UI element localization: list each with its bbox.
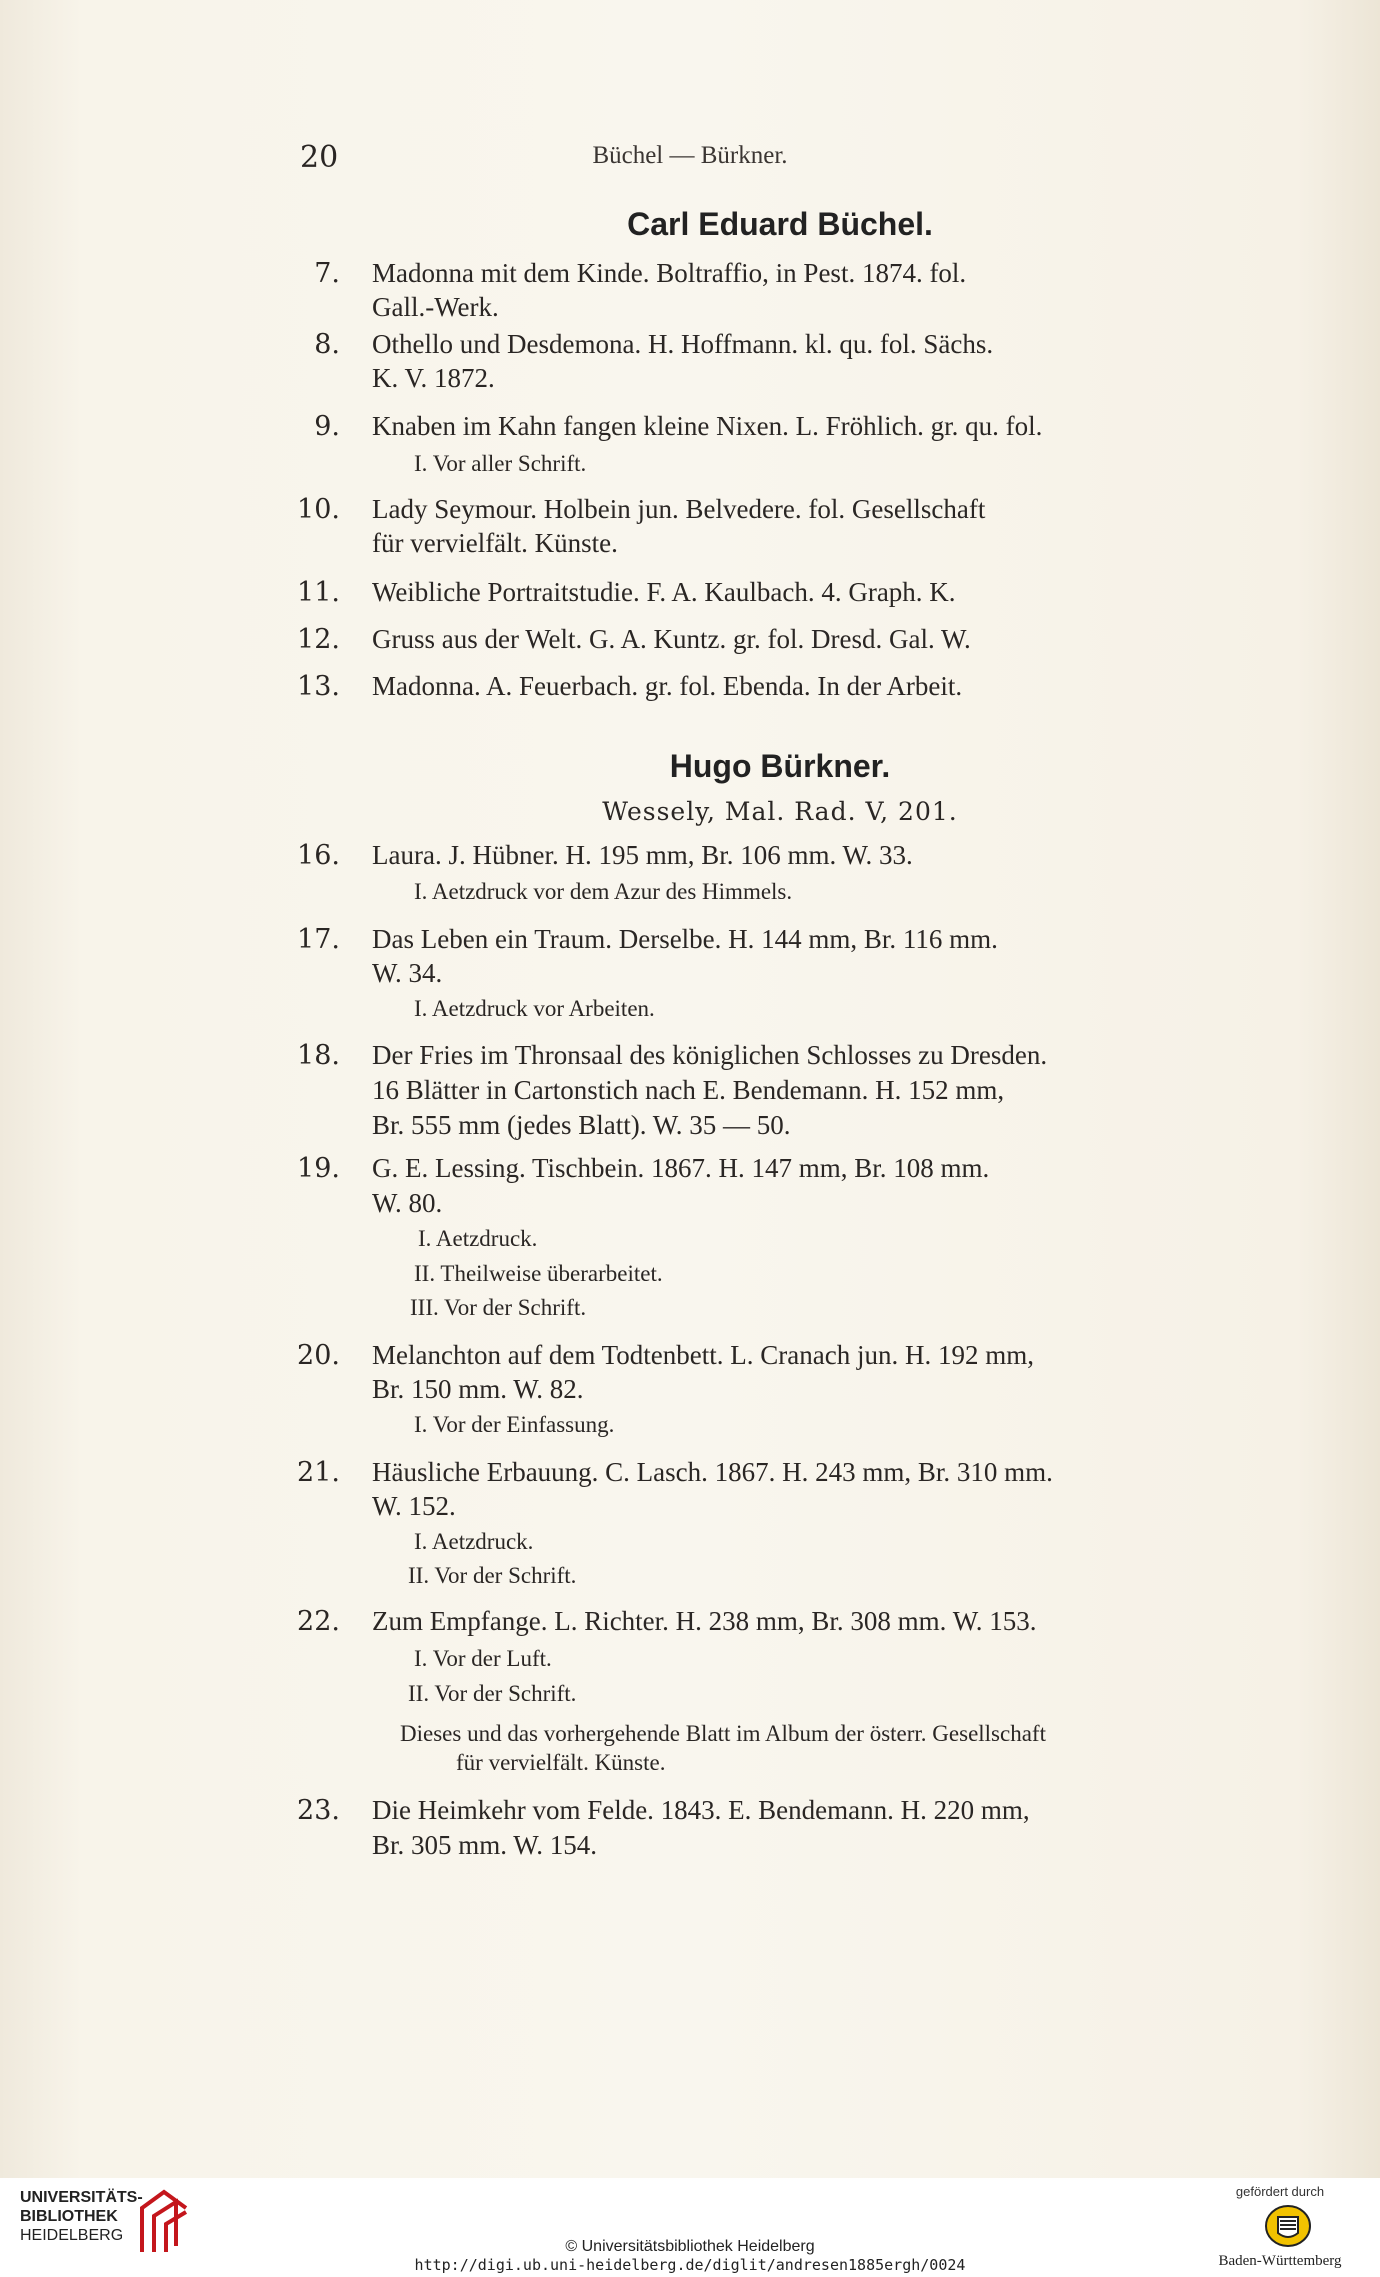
entry-text: Zum Empfange. L. Richter. H. 238 mm, Br. 308 mm. W. 153. — [372, 1606, 1037, 1636]
entry-number: 20. — [297, 1340, 340, 1371]
coat-of-arms-icon — [1265, 2205, 1311, 2247]
entry-text-cont: 16 Blätter in Cartonstich nach E. Bendemann. H. 152 mm, — [372, 1075, 1005, 1105]
entry-text: Lady Seymour. Holbein jun. Belvedere. fol. Gesellschaft — [372, 494, 986, 524]
section-title: Carl Eduard Büchel. — [627, 206, 933, 242]
entry-text: Gruss aus der Welt. G. A. Kuntz. gr. fol. Dresd. Gal. W. — [372, 624, 971, 654]
state-note: III. Vor der Schrift. — [410, 1295, 587, 1320]
remark: Dieses und das vorhergehende Blatt im Album der österr. Gesellschaft — [400, 1721, 1046, 1746]
state-note: II. Vor der Schrift. — [408, 1563, 577, 1588]
state-note: II. Vor der Schrift. — [408, 1681, 577, 1706]
copyright-notice: © Universitätsbibliothek Heidelberg — [565, 2238, 815, 2255]
state-note: I. Aetzdruck vor Arbeiten. — [414, 996, 655, 1021]
library-name-line1: UNIVERSITÄTS- — [20, 2189, 143, 2206]
entry-text-cont: K. V. 1872. — [372, 363, 495, 393]
entry-text: Der Fries im Thronsaal des königlichen Schlosses zu Dresden. — [372, 1040, 1048, 1070]
entry-number: 21. — [297, 1457, 340, 1488]
entry-text-cont: Br. 150 mm. W. 82. — [372, 1374, 584, 1404]
library-name-line3: HEIDELBERG — [20, 2227, 124, 2244]
entry-text-cont: Gall.-Werk. — [372, 292, 499, 322]
sponsor-label: gefördert durch — [1235, 2184, 1325, 2199]
entry-number: 16. — [297, 840, 340, 871]
running-header — [0, 140, 1380, 180]
entry-number: 7. — [314, 258, 340, 289]
entry-text-cont: für vervielfält. Künste. — [372, 528, 618, 558]
entry-text-cont: W. 80. — [372, 1188, 443, 1218]
state-note: I. Aetzdruck. — [414, 1529, 534, 1554]
section-title: Hugo Bürkner. — [669, 748, 891, 784]
entry-number: 22. — [297, 1606, 340, 1637]
library-logo[interactable] — [20, 2188, 143, 2245]
entry-text-cont: W. 152. — [372, 1491, 456, 1521]
state-note: I. Vor der Luft. — [414, 1646, 552, 1671]
entry-text: Weibliche Portraitstudie. F. A. Kaulbach. 4. Graph. K. — [372, 577, 956, 607]
entry-text: Laura. J. Hübner. H. 195 mm, Br. 106 mm. W. 33. — [372, 840, 913, 870]
entry-text: Das Leben ein Traum. Derselbe. H. 144 mm, Br. 116 mm. — [372, 924, 998, 954]
entry-number: 23. — [297, 1795, 340, 1826]
entry-text: Madonna mit dem Kinde. Boltraffio, in Pest. 1874. fol. — [372, 258, 967, 288]
state-note: I. Aetzdruck vor dem Azur des Himmels. — [414, 879, 793, 904]
state-note: II. Theilweise überarbeitet. — [414, 1261, 663, 1286]
entry-number: 11. — [297, 577, 340, 608]
entry-text: Melanchton auf dem Todtenbett. L. Cranach jun. H. 192 mm, — [372, 1340, 1034, 1370]
state-note: I. Aetzdruck. — [418, 1226, 538, 1251]
sponsor-name: Baden-Württemberg — [1218, 2253, 1342, 2269]
entry-text: Knaben im Kahn fangen kleine Nixen. L. Fröhlich. gr. qu. fol. — [372, 411, 1043, 441]
entry-number: 13. — [297, 671, 340, 702]
permalink[interactable]: http://digi.ub.uni-heidelberg.de/diglit/andresen1885ergh/0024 — [414, 2256, 966, 2274]
entry-number: 10. — [297, 494, 340, 525]
page-number: 20 — [300, 140, 339, 175]
entry-text-cont: Br. 555 mm (jedes Blatt). W. 35 — 50. — [372, 1110, 791, 1140]
entry-number: 12. — [297, 624, 340, 655]
section-reference: Wessely, Mal. Rad. V, 201. — [602, 797, 958, 826]
entry-number: 8. — [314, 329, 340, 360]
entry-number: 17. — [297, 924, 340, 955]
entry-number: 19. — [297, 1153, 340, 1184]
entry-text: Häusliche Erbauung. C. Lasch. 1867. H. 243 mm, Br. 310 mm. — [372, 1457, 1053, 1487]
entry-text: Madonna. A. Feuerbach. gr. fol. Ebenda. In der Arbeit. — [372, 671, 963, 701]
library-name-line2: BIBLIOTHEK — [20, 2208, 118, 2225]
entry-text: Die Heimkehr vom Felde. 1843. E. Bendemann. H. 220 mm, — [372, 1795, 1030, 1825]
entry-number: 9. — [314, 411, 340, 442]
running-title: Büchel — Bürkner. — [592, 142, 788, 169]
remark-cont: für vervielfält. Künste. — [456, 1750, 666, 1775]
state-note: I. Vor aller Schrift. — [414, 451, 587, 476]
entry-text: G. E. Lessing. Tischbein. 1867. H. 147 mm, Br. 108 mm. — [372, 1153, 990, 1183]
state-note: I. Vor der Einfassung. — [414, 1412, 615, 1437]
entry-text-cont: W. 34. — [372, 958, 443, 988]
entry-number: 18. — [297, 1040, 340, 1071]
entry-text: Othello und Desdemona. H. Hoffmann. kl. qu. fol. Sächs. — [372, 329, 994, 359]
entry-text-cont: Br. 305 mm. W. 154. — [372, 1830, 598, 1860]
